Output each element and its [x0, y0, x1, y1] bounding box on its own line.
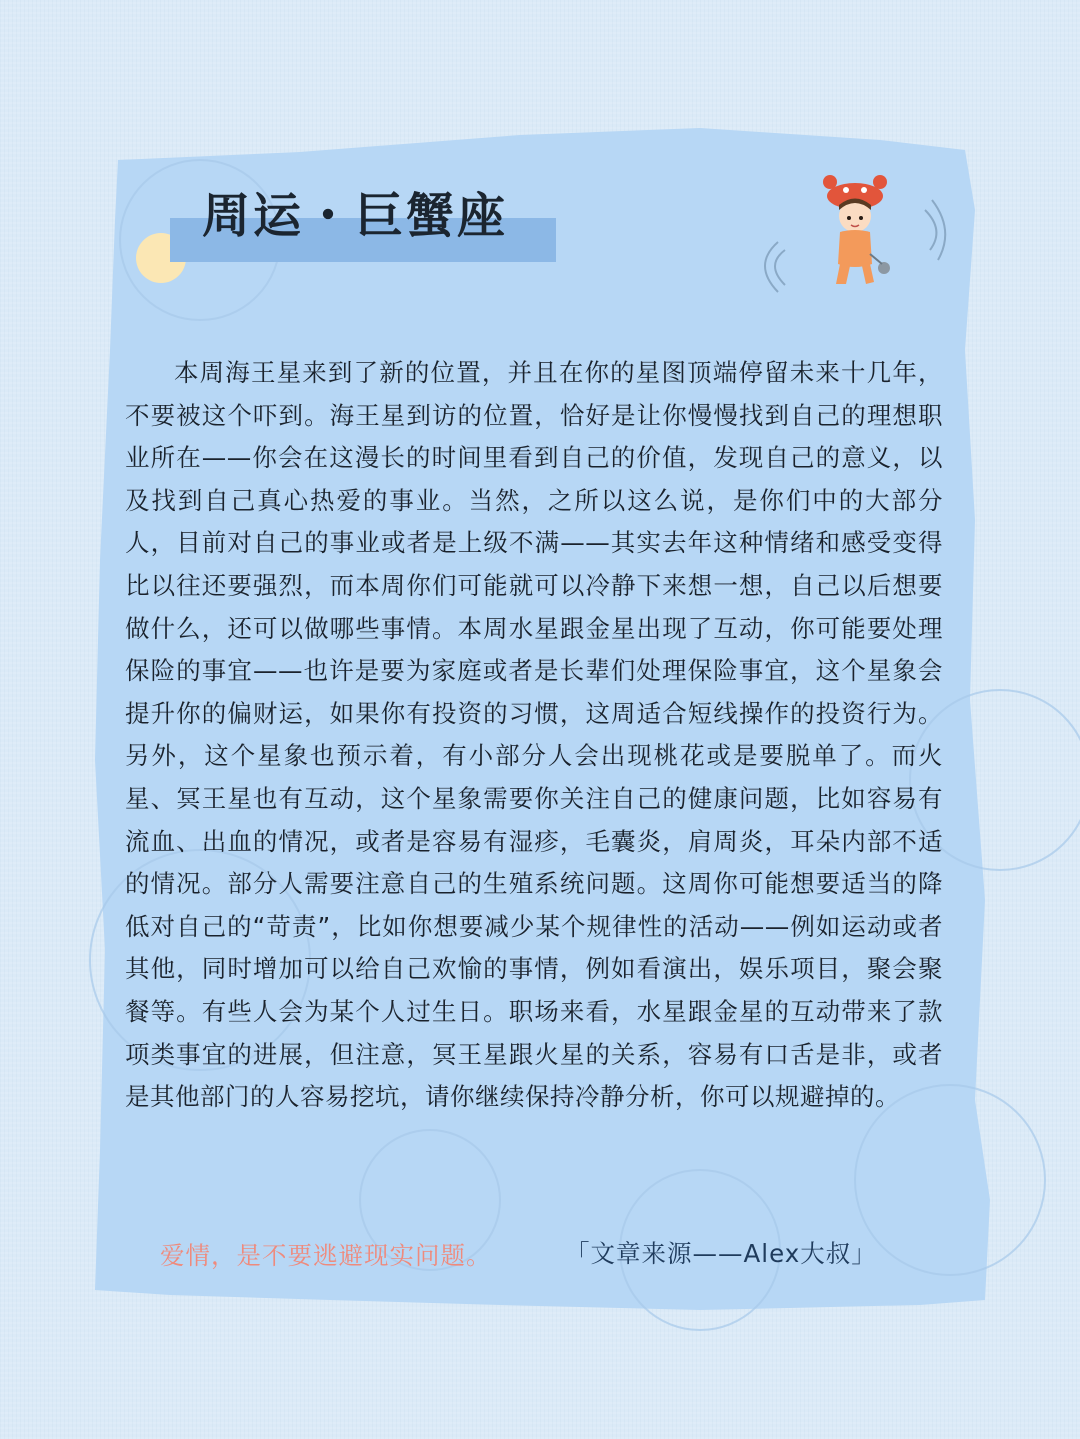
footer-source: 「文章来源——Alex大叔」 [565, 1239, 877, 1268]
page-title: 周运・巨蟹座 [202, 188, 509, 244]
article-body: 本周海王星来到了新的位置，并且在你的星图顶端停留未来十几年，不要被这个吓到。海王星到访的位置，恰好是让你慢慢找到自己的理想职业所在——你会在这漫长的时间里看到自己的价值，发现自己的意义，以及找到自己真心热爱的事业。当然，之所以这么说，是你们中的大部分人，目前对自己的事业或者是上级不满——其实去年这种情绪和感受变得比以往还要强烈，而本周你们可能就可以冷静下来想一想，自己以后想要做什么，还可以做哪些事情。本周水星跟金星出现了互动，你可能要处理保险的事宜——也许是要为家庭或者是长辈们处理保险事宜，这个星象会提升你的偏财运，如果你有投资的习惯，这周适合短线操作的投资行为。另外，这个星象也预示着，有小部分人会出现桃花或是要脱单了。而火星、冥王星也有互动，这个星象需要你关注自己的健康问题，比如容易有流血、出血的情况，或者是容易有湿疹，毛囊炎，肩周炎，耳朵内部不适的情况。部分人需要注意自己的生殖系统问题。这周你可能想要适当的降低对自己的“苛责”，比如你想要减少某个规律性的活动——例如运动或者其他，同时增加可以给自己欢愉的事情，例如看演出，娱乐项目，聚会聚餐等。有些人会为某个人过生日。职场来看，水星跟金星的互动带来了款项类事宜的进展，但注意，冥王星跟火星的关系，容易有口舌是非，或者是其他部门的人容易挖坑，请你继续保持冷静分析，你可以规避掉的。 [125, 358, 943, 1112]
footer-tagline: 爱情，是不要逃避现实问题。 [160, 1241, 492, 1270]
crab-hat-child-icon [810, 172, 900, 292]
